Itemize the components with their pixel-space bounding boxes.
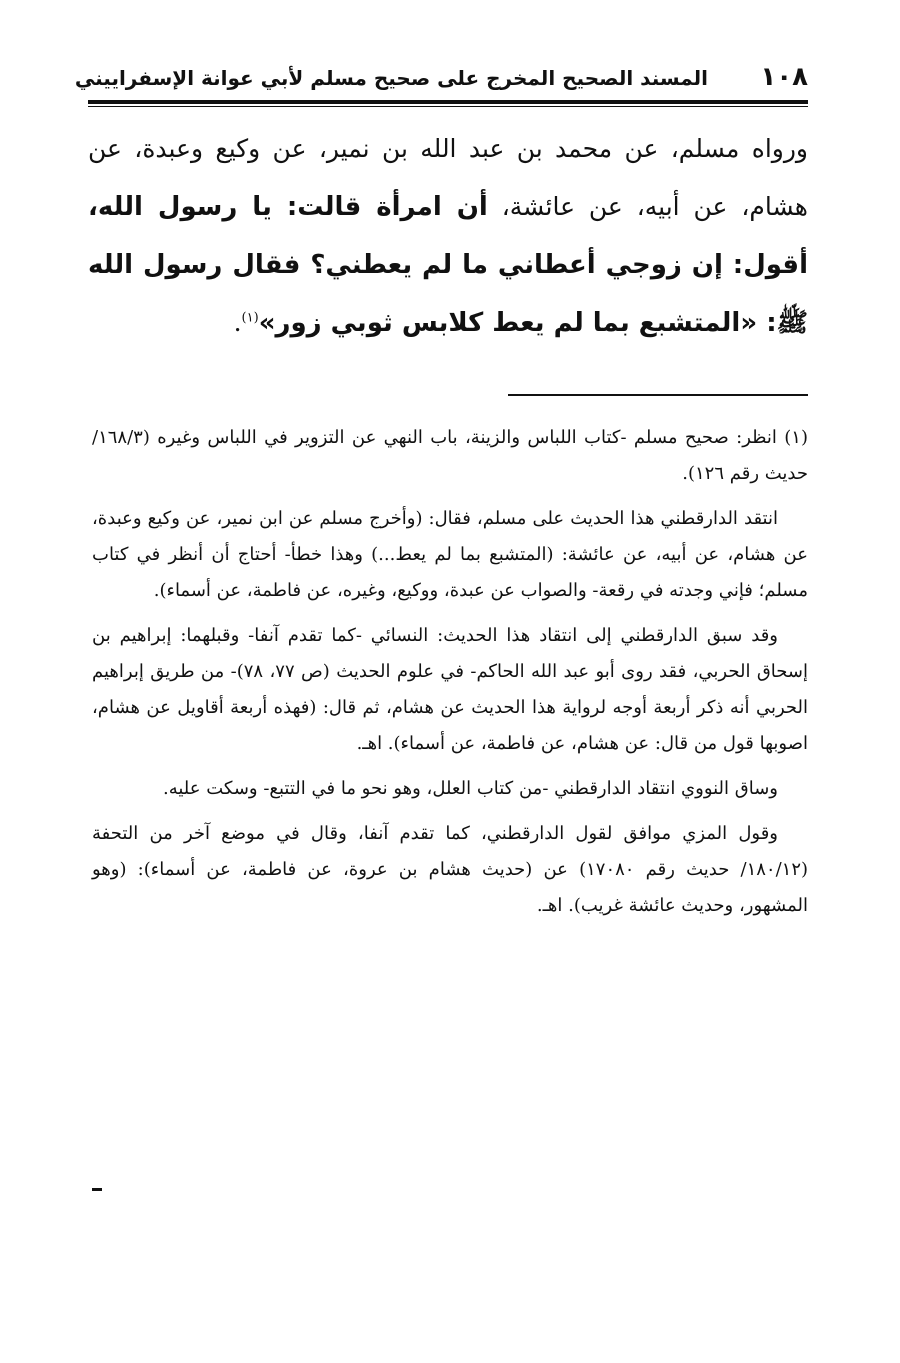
page-header [74, 62, 808, 96]
isnad-text: ورواه مسلم، عن محمد بن عبد الله بن نمير، عن وكيع وعبدة، عن هشام، عن أبيه، عن عائشة، [88, 134, 808, 221]
footnote-paragraph: وقول المزي موافق لقول الدارقطني، كما تقدم آنفا، وقال في موضع آخر من التحفة (١٨٠/١٢/ حديث رقم ١٧٠٨٠) عن (حديث هشام بن عروة، عن فاطمة، عن أسماء): (وهو المشهور، وحديث عائشة غريب). اهـ. [92, 823, 809, 916]
footnote-paragraph: (١) انظر: صحيح مسلم -كتاب اللباس والزينة، باب النهي عن التزوير في اللباس وغيره (١٦٨/٣/ حديث رقم ١٢٦). [92, 427, 808, 484]
footnotes [92, 420, 808, 933]
running-title: المسند الصحيح المخرج على صحيح مسلم لأبي عوانة الإسفراييني [74, 66, 708, 90]
footnote-paragraph: وساق النووي انتقاد الدارقطني -من كتاب العلل، وهو نحو ما في التتبع- وسكت عليه. [163, 778, 778, 799]
header-rule-thin [88, 106, 808, 107]
main-paragraph [88, 120, 808, 352]
footnote-paragraph: وقد سبق الدارقطني إلى انتقاد هذا الحديث: النسائي -كما تقدم آنفا- وقبلهما: إبراهيم بن إسحاق الحربي، فقد روى أبو عبد الله الحاكم- في علوم الحديث (ص ٧٧، ٧٨)- من طريق إبراهيم الحربي أنه ذكر أربعة أوجه لرواية هذا الحديث عن هشام، ثم قال: (فهذه أربعة أقاويل عن هشام، اصوبها قول من قال: عن هشام، عن فاطمة، عن أسماء). اهـ. [92, 625, 808, 754]
hadith-quote: «المتشبع بما لم يعط كلابس ثوبي زور» [258, 308, 758, 338]
header-rule-thick [88, 100, 808, 104]
page-end-mark [92, 1188, 102, 1191]
page-number: ١٠٨ [760, 62, 808, 92]
main-text [88, 120, 808, 352]
footnote-separator [508, 394, 808, 396]
matn-question: أن امرأة قالت: يا رسول الله، أقول: إن زوجي أعطاني ما لم يعطني؟ فقال رسول الله ﷺ: [88, 192, 808, 338]
sentence-end: . [233, 308, 242, 337]
footnote-marker: (١) [241, 310, 259, 326]
footnote-paragraph: انتقد الدارقطني هذا الحديث على مسلم، فقال: (وأخرج مسلم عن ابن نمير، عن وكيع وعبدة، عن هشام، عن أبيه، عن عائشة: (المتشبع بما لم يعط...) وهذا خطأ- أحتاج أن أنظر في كتاب مسلم؛ فإني وجدته في رقعة- والصواب عن عبدة، ووكيع، وغيره، عن فاطمة، عن أسماء). [92, 508, 808, 601]
